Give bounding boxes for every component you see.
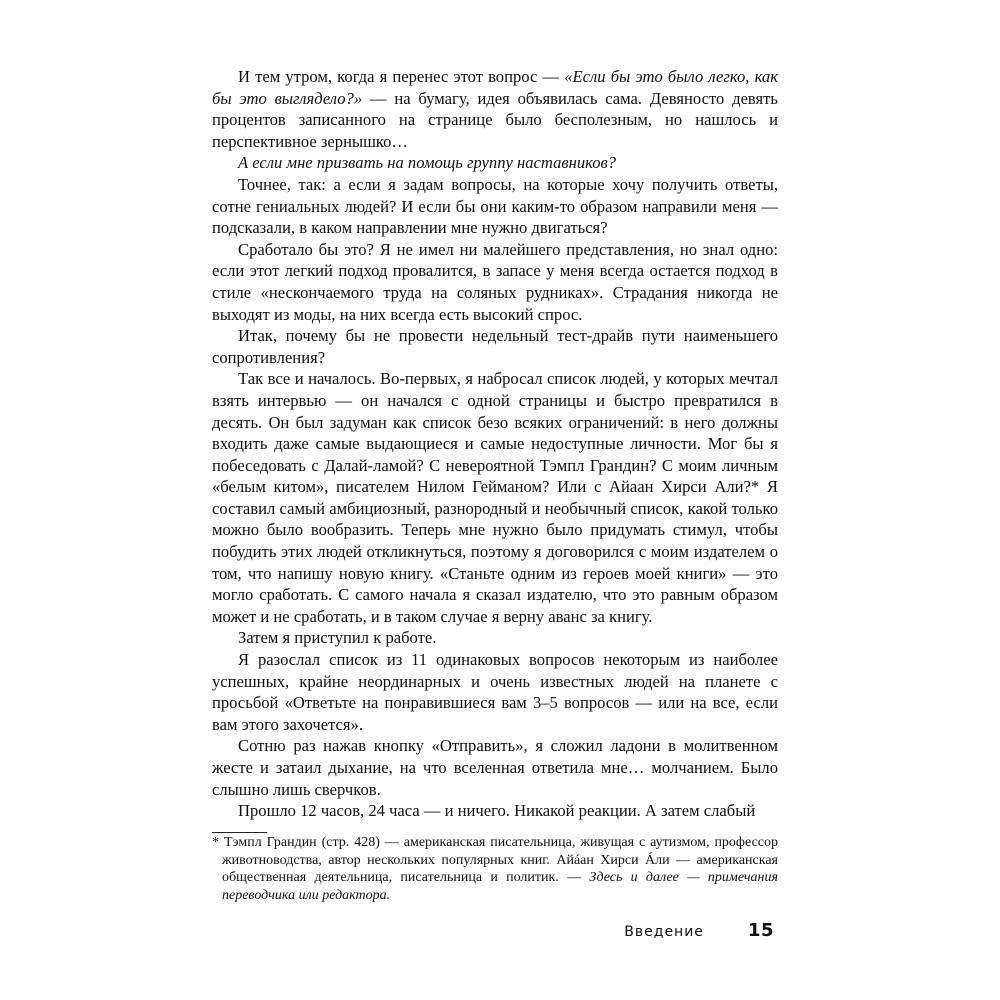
paragraph	[212, 239, 778, 325]
footnote-italic: Здесь и далее — примечания переводчика или редактора.	[222, 870, 778, 903]
paragraph	[212, 649, 778, 735]
text-run: И тем утром, когда я перенес этот вопрос —	[238, 67, 565, 86]
paragraph	[212, 735, 778, 800]
paragraph	[212, 174, 778, 239]
paragraph	[212, 325, 778, 368]
italic-text: А если мне призвать на помощь группу наставников?	[238, 153, 617, 173]
text-run: Прошло 12 часов, 24 часа — и ничего. Никакой реакции. А затем слабый	[238, 801, 756, 821]
text-run: Сработало бы это? Я не имел ни малейшего представления, но знал одно: если этот легкий подход провалится, в запасе у меня всегда остается подход в стиле «нескончаемого труда на соляных рудниках». Страдания никогда не выходят из моды, на них всегда есть высокий спрос.	[212, 239, 778, 324]
footnote-divider	[212, 832, 267, 833]
paragraph	[212, 627, 778, 649]
page-number: 15	[747, 920, 774, 941]
paragraph	[212, 66, 778, 152]
paragraph	[212, 152, 778, 174]
text-run: — на бумагу, идея объявилась сама. Девяносто девять процентов записанного на странице было бесполезным, но нашлось и перспективное зернышко…	[212, 88, 779, 151]
text-run: Итак, почему бы не провести недельный тест-драйв пути наименьшего сопротивления?	[212, 326, 778, 367]
text-run: Сотню раз нажав кнопку «Отправить», я сложил ладони в молитвенном жесте и затаил дыхание, на что вселенная ответила мне… молчанием. Было слышно лишь сверчков.	[212, 736, 778, 799]
text-run: Так все и началось. Во-первых, я набросал список людей, у которых мечтал взять интервью — он начался с одной страницы и быстро превратился в десять. Он был задуман как список безо всяких ограничений: в него должны входить даже самые выдающиеся и самые недоступные личности. Мог бы я побеседовать с Далай-ламой? С невероятной Тэмпл Грандин? С моим личным «белым китом», писателем Нилом Гейманом? Или с Айаан Хирси Али?* Я составил самый амбициозный, разнородный и необычный список, какой только можно было вообразить. Теперь мне нужно было придумать стимул, чтобы побудить этих людей откликнуться, поэтому я договорился с моим издателем о том, что напишу новую книгу. «Станьте одним из героев моей книги» — это могло сработать. С самого начала я сказал издателю, что это равным образом может и не сработать, и в таком случае я верну аванс за книгу.	[212, 369, 778, 626]
paragraph	[212, 800, 778, 822]
footnote	[212, 834, 778, 904]
text-run: Я разослал список из 11 одинаковых вопросов некоторым из наиболее успешных, крайне неординарных и очень известных людей на планете с просьбой «Ответьте на понравившиеся вам 3–5 вопросов — или на все, если вам этого захочется».	[212, 650, 778, 734]
italic-text: «Если бы это было легко, как бы это выглядело?»	[212, 67, 778, 108]
text-run: Точнее, так: а если я задам вопросы, на которые хочу получить ответы, сотне гениальных людей? И если бы они каким-то образом направили меня — подсказали, в каком направлении мне нужно двигаться?	[212, 174, 778, 238]
section-name: Введение	[624, 924, 704, 940]
footnote-text	[212, 834, 778, 904]
paragraph	[212, 368, 778, 627]
text-run: Затем я приступил к работе.	[238, 628, 437, 648]
running-footer	[624, 920, 774, 941]
footnote-run: * Тэмпл Грандин (стр. 428) — американская писательница, живущая с аутизмом, профессор животноводства, автор нескольких популярных книг. Айáан Хирси Áли — американская общественная деятельница, писательница и политик. —	[212, 835, 778, 885]
page-body	[212, 66, 778, 822]
